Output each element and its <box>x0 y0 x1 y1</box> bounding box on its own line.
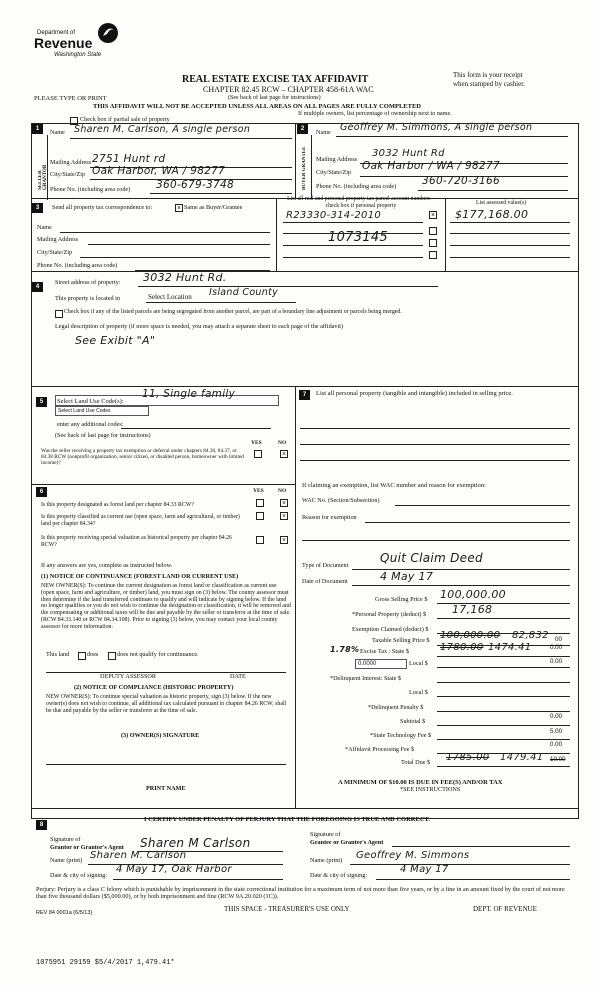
parcel-4-personal-checkbox[interactable] <box>429 251 437 259</box>
subtotal-label: Subtotal $ <box>400 718 426 725</box>
taxable-struck: 100,000.00 <box>440 630 501 641</box>
grantee-phone-value[interactable]: 360-720-3166 <box>422 175 500 187</box>
left-right-split <box>295 386 296 808</box>
does-label: does <box>87 651 99 658</box>
parcel-header: List all real and personal property tax parcel account numbers – check box if personal property <box>287 196 435 209</box>
dept-line1: Department of <box>37 30 76 36</box>
section-3-number: 3 <box>32 203 43 213</box>
grantee-mailing-value[interactable]: 3032 Hunt Rd <box>372 148 445 159</box>
personal-deduct-label: *Personal Property (deduct) $ <box>352 611 427 618</box>
owner-signature-label: (3) OWNER(S) SIGNATURE <box>121 732 200 739</box>
personal-deduct-line <box>437 618 570 619</box>
delinq-local-label: Local $ <box>409 689 428 696</box>
deputy-line <box>46 672 286 673</box>
personal-deduct-value[interactable]: 17,168 <box>452 603 493 616</box>
grantee-phone-line <box>418 190 568 191</box>
parcel-row-1 <box>283 222 423 223</box>
parcel-row-4 <box>283 257 423 258</box>
rev-number: REV 84 0001a (6/5/13) <box>36 910 93 916</box>
location-value[interactable]: Island County <box>209 287 279 298</box>
date-doc-line <box>352 585 570 586</box>
forest-yes[interactable] <box>256 499 264 507</box>
parcel-assessed-split <box>445 198 446 271</box>
grantor-print-value[interactable]: Sharen M. Carlson <box>90 850 187 861</box>
treasurer-note: THIS SPACE - TREASURER'S USE ONLY <box>224 905 350 913</box>
legal-description-value[interactable]: See Exibit "A" <box>75 334 156 347</box>
gross-label: Gross Selling Price $ <box>375 596 428 603</box>
exemption-question: Was the seller receiving a property tax exemption or deferral under chapters 84.36, 84.37, or 84.38 RCW (nonprofit organization, senior citizen, or disabled person, homeowner with limited income)? <box>41 448 244 467</box>
affidavit-fee-value: 0.00 <box>550 741 563 748</box>
grantor-date-line <box>113 879 283 880</box>
see-back-label: (See back of last page for instructions) <box>55 432 151 439</box>
if-yes-note: If any answers are yes, complete as instructed below. <box>41 562 173 569</box>
tech-fee-label: *State Technology Fee $ <box>370 732 432 739</box>
excise-value[interactable]: 1474.41 <box>488 642 532 653</box>
this-land-label: This land <box>46 651 70 658</box>
grantor-name-value[interactable]: Sharen M. Carlson, A single person <box>74 124 251 135</box>
total-struck: 1785.00 <box>446 752 490 763</box>
taxable-value[interactable]: 82,832 <box>512 630 549 641</box>
grantee-city-label: City/State/Zip <box>316 169 352 176</box>
grantor-name-line <box>70 138 292 139</box>
parcel-row-3 <box>283 245 423 246</box>
reason-label: Reason for exemption <box>302 514 357 521</box>
same-as-buyer-label: Same as Buyer/Grantee <box>184 204 243 211</box>
seller-side-label: SELLER GRANTOR <box>38 164 48 190</box>
assessed-row-1 <box>450 222 570 223</box>
grantor-phone-label: Phone No. (including area code) <box>50 186 131 193</box>
dept-line2: Revenue <box>34 35 93 51</box>
section-4-top <box>31 271 578 272</box>
section-8-top <box>31 808 578 809</box>
total-printed: 10.00 <box>550 756 566 763</box>
land-does-checkbox[interactable] <box>78 652 86 660</box>
additional-codes-label: enter any additional codes: <box>57 421 124 428</box>
gross-value[interactable]: 100,000.00 <box>440 588 506 601</box>
delinq-state-line <box>437 682 570 683</box>
assessed-row-3 <box>450 245 570 246</box>
delinq-state-label: *Delinquent Interest: State $ <box>330 675 401 682</box>
forest-question: Is this property designated as forest land per chapter 84.33 RCW? <box>41 502 194 508</box>
corr-name-label: Name <box>37 224 52 231</box>
total-label: Total Due $ <box>401 759 431 766</box>
corr-city-line <box>80 257 270 258</box>
assessed-row-4 <box>450 257 570 258</box>
does-not-label: does not qualify for continuance. <box>117 651 199 658</box>
grantee-print-label: Name (print) <box>310 857 343 864</box>
cashier-stamp: 1075951 29159 $5/4/2017 1,479.41* <box>36 959 175 967</box>
current-use-no[interactable]: × <box>282 512 286 520</box>
grantor-mailing-value[interactable]: 2751 Hunt rd <box>92 153 166 165</box>
select-location[interactable]: Select Location <box>148 293 192 301</box>
grantor-city-value[interactable]: Oak Harbor, WA / 98277 <box>92 165 226 177</box>
print-note: PLEASE TYPE OR PRINT <box>34 95 107 102</box>
section-5-top <box>31 386 578 387</box>
excise-label: Excise Tax : State $ <box>360 648 409 655</box>
deputy-label: DEPUTY ASSESSOR <box>100 673 156 680</box>
street-value[interactable]: 3032 Hunt Rd. <box>143 271 227 284</box>
receipt-note2: when stamped by cashier. <box>453 80 525 88</box>
parcel-1-personal-checkbox[interactable]: × <box>431 211 435 219</box>
corr-name-line <box>60 232 270 233</box>
notice1-title: (1) NOTICE OF CONTINUANCE (FOREST LAND OR CURRENT USE) <box>41 573 239 580</box>
personal-property-line-1 <box>300 428 570 429</box>
delinq-penalty-label: *Delinquent Penalty $ <box>368 704 424 711</box>
grantee-print-line <box>350 864 570 865</box>
grantee-date-line <box>376 879 570 880</box>
tech-fee-line <box>437 739 570 740</box>
personal-property-line-3 <box>300 460 570 461</box>
grantor-sig-label2: Grantor or Grantor's Agent <box>50 844 124 851</box>
select-land-use-codes[interactable]: Select Land Use Codes <box>55 406 149 416</box>
grantee-phone-label: Phone No. (including area code) <box>316 183 397 190</box>
street-line <box>138 286 438 287</box>
wac-label: WAC No. (Section/Subsection) <box>302 497 380 504</box>
land-does-not-checkbox[interactable] <box>108 652 116 660</box>
dor-logo-icon <box>97 22 119 44</box>
s5-no-header: NO <box>278 440 287 446</box>
current-use-question: Is this property classified as current use (open space, farm and agricultural, or timber) land per chapter 84.34? <box>41 514 240 527</box>
s6-yes-header: YES <box>253 488 264 494</box>
taxable-printed: 00 <box>555 636 562 643</box>
date-label: DATE <box>230 673 246 680</box>
section-2-number: 2 <box>297 124 308 134</box>
date-doc-label: Date of Document <box>302 578 348 585</box>
delinq-penalty-line <box>437 711 570 712</box>
additional-codes-line <box>121 428 271 429</box>
form-frame <box>31 123 579 819</box>
excise-line <box>437 656 570 657</box>
grantee-date-label: Date & city of signing: <box>310 872 368 879</box>
reason-line <box>365 522 570 523</box>
local-line <box>437 667 570 668</box>
dept-line3: Washington State <box>54 52 102 58</box>
section-6-top <box>31 484 295 485</box>
form-subtitle2: (See back of last page for instructions) <box>228 95 321 101</box>
grantor-print-label: Name (print) <box>50 857 83 864</box>
s5-exemption-no[interactable]: × <box>282 450 286 458</box>
forest-no[interactable]: × <box>282 499 286 507</box>
dept-revenue: DEPT. OF REVENUE <box>473 905 537 913</box>
grantee-sig-label2: Grantee or Grantee's Agent <box>310 839 384 846</box>
assessed-1-value[interactable]: $177,168.00 <box>455 208 529 221</box>
grantor-city-label: City/State/Zip <box>50 171 86 178</box>
owner-signature-line <box>46 764 286 765</box>
legal-description-label: Legal description of property (if more space is needed, you may attach a separate sheet to each page of the affidavit) <box>55 323 343 330</box>
see-instructions: *SEE INSTRUCTIONS <box>400 786 461 793</box>
parcel-3-personal-checkbox[interactable] <box>429 239 437 247</box>
personal-property-label: List all personal property (tangible and intangible) included in selling price. <box>316 390 513 397</box>
current-use-yes[interactable] <box>256 512 264 520</box>
grantee-name-value[interactable]: Geoffrey M. Simmons, A single person <box>340 122 533 133</box>
excise-printed: 0.00 <box>550 644 563 651</box>
section-6-number: 6 <box>36 487 47 497</box>
excise-rate[interactable]: 1.78% <box>330 645 360 654</box>
parcel-2-value[interactable]: 1073145 <box>328 230 388 245</box>
taxable-label: Taxable Selling Price $ <box>372 637 430 644</box>
subtotal-value: 0.00 <box>550 713 563 720</box>
grantor-mailing-label: Mailing Address <box>50 159 92 166</box>
perjury-note: Perjury: Perjury is a class C felony which is punishable by imprisonment in the state correctional institution for a maximum term of not more than five years, or by a fine in an amount fixed by the court of not more than five thousand dollars ($5,000.00), or by both imprisonment and fine (RCW 9A.20.020 (1C)). <box>36 886 565 901</box>
segregated-checkbox[interactable] <box>55 310 63 318</box>
land-use-label: Select Land Use Code(s): <box>57 398 124 405</box>
partial-sale-label: Check box if partial sale of property <box>80 116 170 123</box>
reason-line-2 <box>302 540 570 541</box>
tech-fee-value: 5.00 <box>550 728 563 735</box>
exemption-claim-label: If claiming an exemption, list WAC number and reason for exemption: <box>302 482 486 489</box>
excise-struck: 1780.00 <box>440 642 484 653</box>
grantee-print-value[interactable]: Geoffrey M. Simmons <box>356 850 470 861</box>
historic-question: Is this property receiving special valuation as historical property per chapter 84.26 RCW? <box>41 535 232 548</box>
same-as-buyer-checkbox[interactable]: × <box>177 204 181 212</box>
minimum-note: A MINIMUM OF $10.00 IS DUE IN FEE(S) AND/OR TAX <box>338 779 503 786</box>
grantee-date-value[interactable]: 4 May 17 <box>400 864 449 875</box>
wac-line <box>395 505 570 506</box>
local-value: 0.00 <box>550 658 563 665</box>
segregated-label: Check box if any of the listed parcels are being segregated from another parcel, are part of a boundary line adjustment or parcels being merged. <box>64 309 402 315</box>
personal-property-line-2 <box>300 444 570 445</box>
certify-statement: I CERTIFY UNDER PENALTY OF PERJURY THAT THE FOREGOING IS TRUE AND CORRECT. <box>144 816 431 823</box>
location-line <box>146 302 296 303</box>
notice2-title: (2) NOTICE OF COMPLIANCE (HISTORIC PROPERTY) <box>74 684 234 691</box>
warning: THIS AFFIDAVIT WILL NOT BE ACCEPTED UNLESS ALL AREAS ON ALL PAGES ARE FULLY COMPLETED <box>93 103 421 110</box>
street-label: Street address of property: <box>55 279 121 286</box>
notice1-text: NEW OWNER(S): To continue the current designation as forest land or classification as current use (open space, farm and agriculture, or timber) land, you must sign on (3) below. The county assessor must then determine if the land transferred continues to qualify and will indicate by signing below. If the land no longer qualifies or you do not wish to continue the designation or classification, it will be removed and the compensating or additional taxes will be due and payable by the seller or transferor at the time of sale. (RCW 84.33.140 or RCW 84.34.108). Prior to signing (3) below, you may contact your local county assessor for more information. <box>41 583 291 630</box>
historic-no[interactable]: × <box>282 536 286 544</box>
section-2-divider <box>311 135 312 198</box>
s5-exemption-yes[interactable] <box>254 450 262 458</box>
delinq-local-line <box>437 696 570 697</box>
notice2-text: NEW OWNER(S): To continue special valuation as historic property, sign (3) below. If the new owner(s) does not wish to continue, all additional tax calculated pursuant to chapter 84.26 RCW, shall be due and payable by the seller or transferor at the time of sale. <box>46 694 287 714</box>
grantee-name-line <box>336 136 568 137</box>
grantor-signature[interactable]: Sharen M Carlson <box>140 836 251 850</box>
date-doc-value[interactable]: 4 May 17 <box>380 570 434 583</box>
dor-logo <box>34 22 119 68</box>
grantor-date-label: Date & city of signing: <box>50 872 108 879</box>
s5-yes-header: YES <box>251 440 262 446</box>
total-value[interactable]: 1479.41 <box>500 752 544 763</box>
grantor-phone-value[interactable]: 360-679-3748 <box>156 179 234 191</box>
form-title: REAL ESTATE EXCISE TAX AFFIDAVIT <box>182 74 369 85</box>
exemption-deduct-label: Exemption Claimed (deduct) $ <box>352 626 429 633</box>
local-label: Local $ <box>409 660 428 667</box>
land-use-value[interactable]: 11, Single family <box>142 388 236 400</box>
section-1-2-split <box>295 123 296 198</box>
section-1-divider <box>47 135 48 200</box>
section-5-number: 5 <box>36 397 47 407</box>
grantee-sig-line <box>392 846 570 847</box>
section-1-number: 1 <box>32 124 43 134</box>
assessed-header: List assessed value(s) <box>476 200 527 206</box>
grantee-sig-label1: Signature of <box>310 831 341 838</box>
parcel-row-2 <box>283 233 423 234</box>
parcel-left-border <box>276 198 277 271</box>
buyer-side-label: BUYER GRANTEE <box>302 146 307 190</box>
grantee-name-label: Name <box>316 129 331 136</box>
form-subtitle: CHAPTER 82.45 RCW – CHAPTER 458-61A WAC <box>203 85 374 94</box>
grantor-sig-label1: Signature of <box>50 836 81 843</box>
grantee-city-value[interactable]: Oak Harbor / WA / 98277 <box>362 160 500 172</box>
section-4-number: 4 <box>32 282 43 292</box>
send-correspondence-label: Send all property tax correspondence to: <box>52 204 153 211</box>
corr-phone-label: Phone No. (including area code) <box>37 262 118 269</box>
located-label: This property is located in <box>55 295 120 302</box>
section-8-number: 8 <box>36 820 47 830</box>
section-7-number: 7 <box>299 390 310 400</box>
local-rate-field[interactable]: 0.0000 <box>355 659 407 669</box>
multiple-owners-note: If multiple owners, list percentage of ownership next to name. <box>298 110 452 117</box>
parcel-2-personal-checkbox[interactable] <box>429 227 437 235</box>
grantor-name-label: Name <box>50 129 65 136</box>
receipt-note1: This form is your receipt <box>453 71 523 79</box>
affidavit-fee-label: *Affidavit Processing Fee $ <box>345 746 415 753</box>
historic-yes[interactable] <box>256 536 264 544</box>
type-doc-label: Type of Document <box>302 562 349 569</box>
s6-no-header: NO <box>278 488 287 494</box>
type-doc-value[interactable]: Quit Claim Deed <box>380 551 483 565</box>
grantee-mailing-label: Mailing Address <box>316 156 358 163</box>
parcel-1-value[interactable]: R23330-314-2010 <box>286 210 382 221</box>
total-line <box>437 766 570 767</box>
corr-mailing-label: Mailing Address <box>37 236 79 243</box>
grantor-phone-line <box>150 193 292 194</box>
corr-mailing-line <box>88 244 270 245</box>
corr-city-label: City/State/Zip <box>37 249 73 256</box>
subtotal-line <box>437 725 570 726</box>
print-name-label: PRINT NAME <box>146 785 186 792</box>
assessed-row-2 <box>450 233 570 234</box>
grantor-date-value[interactable]: 4 May 17, Oak Harbor <box>116 864 232 875</box>
